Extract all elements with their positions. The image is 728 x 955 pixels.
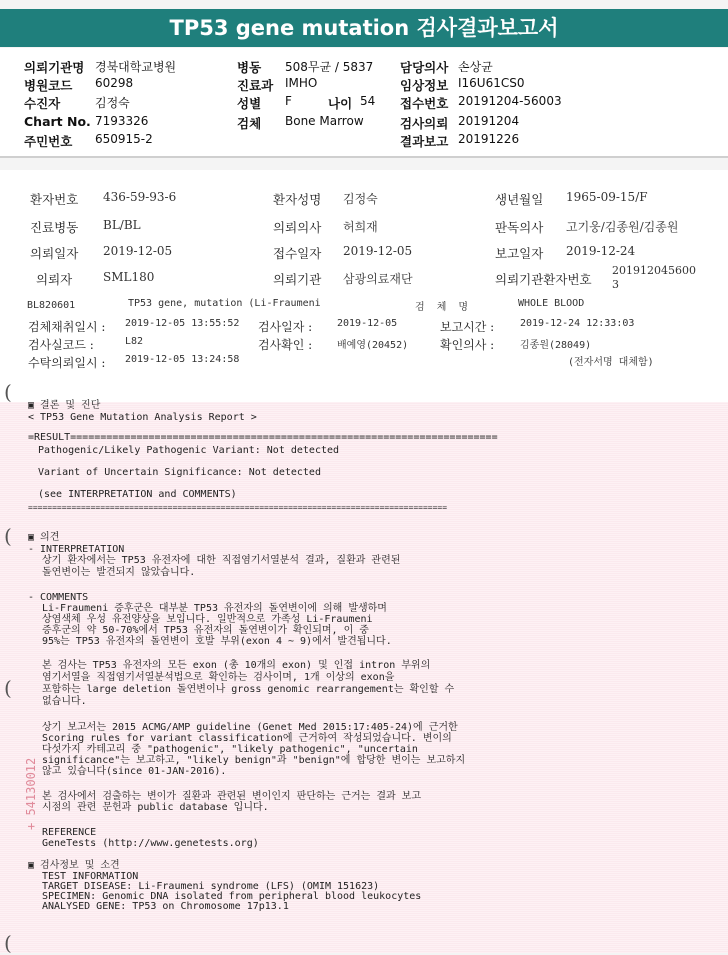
result-line: (see INTERPRETATION and COMMENTS) (38, 489, 237, 500)
header-label: 검사의뢰 (400, 116, 449, 131)
header-label: 수진자 (24, 96, 61, 111)
report-subtitle: < TP53 Gene Mutation Analysis Report > (28, 412, 257, 423)
test-code: BL820601 (27, 300, 76, 311)
patient-field-label: 의뢰기관환자번호 (495, 272, 592, 287)
test-field-value: L82 (125, 336, 144, 347)
header-label: 결과보고 (400, 134, 449, 149)
report-title: TP53 gene mutation 검사결과보고서 (0, 9, 728, 47)
patient-field-value: 436-59-93-6 (103, 190, 177, 204)
patient-field-label: 의뢰기관 (273, 272, 322, 287)
guideline-line: 않고 있습니다(since 01-JAN-2016). (42, 766, 227, 777)
header-divider (0, 156, 728, 158)
test-info-line: SPECIMEN: Genomic DNA isolated from peripheral blood leukocytes (42, 891, 422, 902)
header-value: 경북대학교병원 (95, 60, 177, 74)
method-line: 없습니다. (42, 696, 87, 707)
test-info-line: TARGET DISEASE: Li-Fraumeni syndrome (LFS) (OMIM 151623) (42, 881, 380, 892)
signature-note: (전자서명 대체함) (568, 357, 654, 368)
test-field-value: 김종원(28049) (520, 340, 592, 351)
interpretation-title: - INTERPRETATION (28, 544, 125, 555)
patient-field-label: 접수일자 (273, 246, 322, 261)
binding-hole-mark: ( (4, 676, 12, 700)
test-info-line: TEST INFORMATION (42, 871, 139, 882)
test-field-label: 검사확인 : (258, 338, 313, 352)
patient-field-value: 삼광의료재단 (343, 272, 413, 286)
test-field-label: 검사실코드 : (28, 338, 94, 352)
test-field-value: 2019-12-05 13:24:58 (125, 354, 240, 365)
header-value: 20191204 (458, 114, 520, 128)
test-field-label: 검사일자 : (258, 320, 313, 334)
header-value: I16U61CS0 (458, 76, 525, 90)
method-line: 본 검사는 TP53 유전자의 모든 exon (총 10개의 exon) 및 인접 intron 부위의 (42, 660, 431, 671)
patient-field-label: 의뢰일자 (30, 246, 79, 261)
patient-field-value: 1965-09-15/F (566, 190, 648, 204)
header-label: 임상정보 (400, 78, 449, 93)
patient-field-value: 허희재 (343, 220, 378, 234)
guideline-line: significance"는 보고하고, "likely benign"과 "benign"에 합당한 변이는 보고하지 (42, 755, 466, 766)
test-field-value: 2019-12-24 12:33:03 (520, 318, 635, 329)
patient-field-label: 생년월일 (495, 192, 544, 207)
patient-field-label: 환자번호 (30, 192, 79, 207)
patient-field-value: 201912045600 (612, 264, 696, 277)
header-label: 의뢰기관명 (24, 60, 85, 75)
section-title: ▣ 검사정보 및 소견 (28, 860, 120, 871)
header-value: 54 (360, 94, 376, 108)
comments-line: 95%는 TP53 유전자의 돌연변이 호발 부위(exon 4 ~ 9)에서 발견됩니다. (42, 636, 392, 647)
test-field-value: 2019-12-05 13:55:52 (125, 318, 240, 329)
patient-field-label: 진료병동 (30, 220, 79, 235)
patient-field-value: 2019-12-24 (566, 244, 636, 258)
test-field-label: 확인의사 : (440, 338, 495, 352)
patient-field-label: 판독의사 (495, 220, 544, 235)
result-footer: ======================================================================================= (28, 503, 448, 512)
test-field-label: 수탁의뢰일시 : (28, 356, 106, 370)
patient-field-label: 환자성명 (273, 192, 322, 207)
header-label: 접수번호 (400, 96, 449, 111)
header-value: 60298 (95, 76, 134, 90)
header-label: 주민번호 (24, 134, 73, 149)
header-label: Chart No. (24, 114, 91, 129)
method-line: 염기서열을 직접염기서열분석법으로 확인하는 검사이며, 1개 이상의 exon을 (42, 672, 395, 683)
guideline-line: 상기 보고서는 2015 ACMG/AMP guideline (Genet Med 2015:17:405-24)에 근거한 (42, 722, 458, 733)
reference-title: REFERENCE (42, 827, 97, 838)
header-label: 담당의사 (400, 60, 449, 75)
test-field-label: 보고시간 : (440, 320, 495, 334)
comments-line: 상염색체 우성 유전양상을 보입니다. 일반적으로 가족성 Li-Fraumeni (42, 614, 373, 625)
test-info-line: ANALYSED GENE: TP53 on Chromosome 17p13.1 (42, 901, 289, 912)
binding-hole-mark: ( (4, 380, 12, 404)
result-line: Variant of Uncertain Significance: Not detected (38, 467, 321, 478)
reference-line: GeneTests (http://www.genetests.org) (42, 838, 259, 849)
test-field-value: 2019-12-05 (337, 318, 398, 329)
test-field-value: 배예영(20452) (337, 340, 409, 351)
basis-line: 본 검사에서 검출하는 변이가 질환과 관련된 변이인지 판단하는 근거는 결과 보고 (42, 791, 421, 802)
side-stamp: + 54130012 (24, 757, 38, 830)
comments-title: - COMMENTS (28, 592, 89, 603)
interpretation-line: 돌연변이는 발견되지 않았습니다. (42, 567, 196, 578)
patient-field-value: 고기웅/김종원/김종원 (566, 220, 679, 234)
header-label: 병원코드 (24, 78, 73, 93)
header-value: F (285, 94, 292, 108)
header-label: 진료과 (237, 78, 274, 93)
patient-field-value: 2019-12-05 (343, 244, 413, 258)
patient-field-label: 의뢰자 (36, 272, 73, 287)
comments-line: 증후군의 약 50-70%에서 TP53 유전자의 돌연변이가 확인되며, 이 중 (42, 625, 369, 636)
interpretation-line: 상기 환자에서는 TP53 유전자에 대한 직접염기서열분석 결과, 질환과 관련된 (42, 555, 401, 566)
section-title: ▣ 의견 (28, 532, 60, 543)
header-value: 7193326 (95, 114, 149, 128)
patient-field-value: 3 (612, 278, 619, 291)
specimen-value: WHOLE BLOOD (518, 298, 585, 309)
method-line: 포함하는 large deletion 돌연변이나 gross genomic rearrangement는 확인할 수 (42, 684, 455, 695)
guideline-line: 다섯가지 카테고리 중 "pathogenic", "likely pathogenic", "uncertain (42, 744, 418, 755)
result-line: Pathogenic/Likely Pathogenic Variant: Not detected (38, 445, 340, 456)
header-label: 검체 (237, 116, 262, 131)
header-value: Bone Marrow (285, 114, 364, 128)
patient-field-value: 2019-12-05 (103, 244, 173, 258)
test-name: TP53 gene, mutation (Li-Fraumeni (128, 298, 321, 309)
patient-field-value: BL/BL (103, 218, 141, 232)
section-title: ▣ 결론 및 진단 (28, 400, 101, 411)
result-header: =RESULT======================================================================= (28, 432, 498, 443)
header-value: 650915-2 (95, 132, 153, 146)
scanned-report-page (0, 170, 728, 953)
basis-line: 시점의 관련 문헌과 public database 입니다. (42, 802, 269, 813)
header-value: 손상균 (458, 60, 493, 74)
patient-field-value: 김정숙 (343, 192, 378, 206)
patient-field-label: 보고일자 (495, 246, 544, 261)
header-value: IMHO (285, 76, 318, 90)
test-field-label: 검체채취일시 : (28, 320, 106, 334)
header-label: 성별 (237, 96, 262, 111)
header-label: 병동 (237, 60, 262, 75)
header-value: 김정숙 (95, 96, 130, 110)
guideline-line: Scoring rules for variant classification에 근거하여 작성되었습니다. 변이의 (42, 733, 452, 744)
binding-hole-mark: ( (4, 931, 12, 955)
header-value: 20191226 (458, 132, 520, 146)
comments-line: Li-Fraumeni 증후군은 대부분 TP53 유전자의 돌연변이에 의해 발생하며 (42, 603, 387, 614)
patient-field-label: 의뢰의사 (273, 220, 322, 235)
header-value: 508무균 / 5837 (285, 60, 374, 74)
specimen-label: 검 체 명 (415, 302, 469, 313)
binding-hole-mark: ( (4, 524, 12, 548)
patient-field-value: SML180 (103, 270, 155, 284)
header-info (0, 48, 728, 158)
header-label: 나이 (328, 96, 353, 111)
header-value: 20191204-56003 (458, 94, 562, 108)
